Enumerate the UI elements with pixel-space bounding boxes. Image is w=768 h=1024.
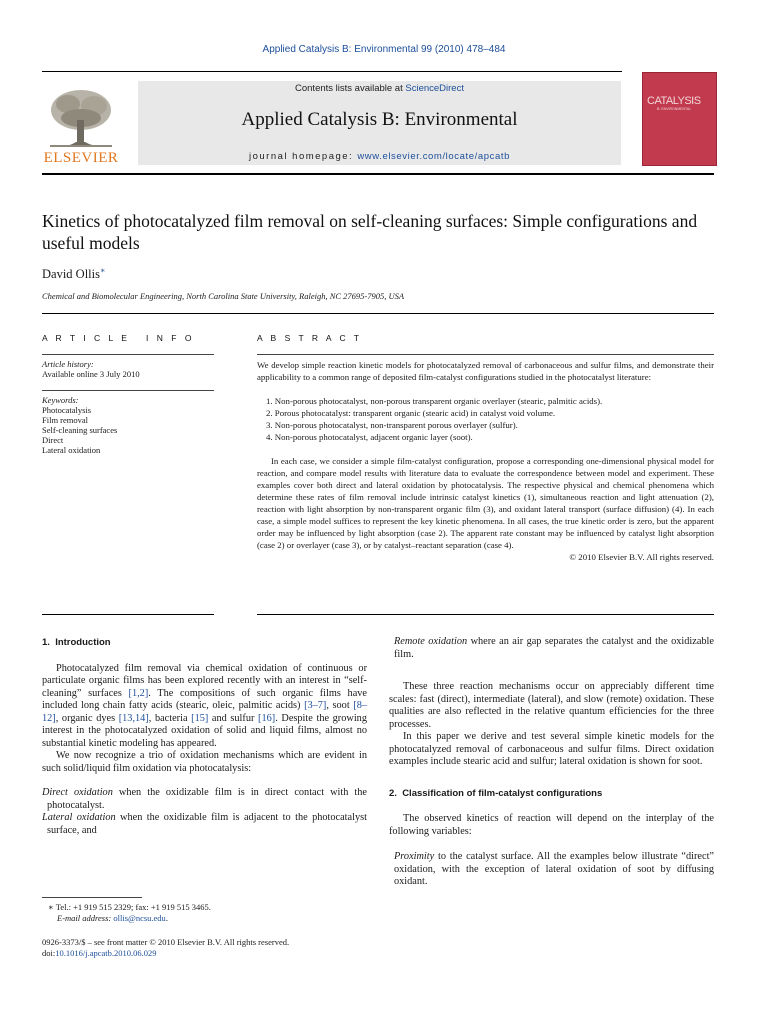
left-column (42, 637, 367, 837)
text-run: . Despite the growing interest in the photocatalyzed oxidation of solid and liquid films, almost no substantial kinetic modeling has appeared. (42, 712, 367, 749)
publisher-name: ELSEVIER (43, 150, 119, 166)
right-column (389, 636, 714, 889)
intro-paragraph-4: In this paper we derive and test several simple kinetic models for the photocatalyzed removal of carbonaceous and sulfur films. Direct oxidation examples include stearic acid and sulfur; lateral oxidation is shown for soot. (389, 731, 714, 767)
author-name[interactable]: David Ollis (42, 267, 100, 282)
text-run: and sulfur (208, 712, 259, 724)
history-rule (42, 390, 214, 391)
citation-link[interactable]: [8–12] (42, 700, 367, 724)
keyword: Photocatalysis (42, 405, 92, 415)
abstract-bottom-rule (257, 614, 714, 615)
header-bottom-rule (42, 173, 714, 175)
introduction-heading: 1. Introduction (42, 637, 111, 648)
issn-line: 0926-3373/$ – see front matter © 2010 Elsevier B.V. All rights reserved. (42, 937, 290, 947)
definition: when the oxidizable film is adjacent to the photocatalyst surface, and (47, 812, 367, 836)
text-run: , soot (326, 700, 354, 711)
text-run: . (165, 913, 168, 923)
email-link[interactable]: ollis@ncsu.edu (113, 913, 166, 923)
text-run: . The compositions of such organic films have included long chain fatty acids (stearic, oleic, palmitic acids) (42, 687, 367, 711)
article-info-heading: A R T I C L E I N F O (42, 333, 195, 343)
info-heading-rule (42, 354, 214, 355)
homepage-link[interactable]: www.elsevier.com/locate/apcatb (357, 151, 510, 162)
phone-fax: Tel.: +1 919 515 2329; fax: +1 919 515 3465. (53, 902, 211, 912)
email-line (48, 913, 368, 924)
homepage-line (138, 151, 621, 162)
abstract-body (257, 359, 714, 563)
doi-label: doi: (42, 948, 56, 958)
author-footnote-mark[interactable]: ∗ (99, 266, 106, 275)
text-run: Photocatalyzed film removal via chemical oxidation of continuous or particulate organic films has been explored recently with an interest in “self-cleaning” surfaces (42, 662, 367, 699)
abstract-heading: A B S T R A C T (257, 333, 363, 343)
list-item: 4. Non-porous photocatalyst, adjacent organic layer (soot). (266, 432, 473, 442)
definition: where an air gap separates the catalyst and the oxidizable film. (394, 636, 714, 660)
term: Direct oxidation (42, 787, 113, 798)
definition: to the catalyst surface. All the examples below illustrate “direct” oxidation, with the exception of lateral oxidation of soot by diffusing oxidant. (394, 851, 714, 887)
sciencedirect-link[interactable]: ScienceDirect (405, 83, 464, 94)
affiliation: Chemical and Biomolecular Engineering, North Carolina State University, Raleigh, NC 27695-7905, USA (42, 291, 405, 301)
term: Remote oxidation (394, 636, 468, 647)
direct-oxidation-definition (42, 787, 367, 812)
cover-subtitle: B: ENVIRONMENTAL (657, 107, 692, 111)
keyword: Film removal (42, 415, 89, 425)
citation-link[interactable]: [3–7] (304, 700, 327, 711)
list-item: 3. Non-porous photocatalyst, non-transparent porous overlayer (sulfur). (266, 420, 518, 430)
author-line (42, 266, 105, 282)
footnote-mark: ∗ (48, 902, 54, 912)
article-title: Kinetics of photocatalyzed film removal on self-cleaning surfaces: Simple configurations and useful models (42, 211, 698, 253)
abstract-paragraph: In each case, we consider a simple film-catalyst configuration, propose a corresponding one-dimensional physical model for reaction, and compare model results with literature data to evaluate the correspondence between model and experiment. These examples cover both direct and lateral oxidation by photocatalysis. The respective physical and chemical phenomena which determine these rates of film removal include intrinsic catalyst kinetics (1), simultaneous reaction and light attenuation (2), reaction with light absorption by non-transparent organic film (3), and oxidant lateral transport (surface diffusion) (4). In each case, a simple model suffices to represent the key kinetic phenomena. In all cases, the true kinetic order is zero, but the apparent order may be influenced by light absorption (case 2). The apparent rate constant may be influenced by catalyst light absorption (case 2) or overlayer (case 3), or by catalyst–reactant separation (case 4). (257, 456, 714, 550)
keyword: Lateral oxidation (42, 445, 101, 455)
intro-paragraph-3: These three reaction mechanisms occur on appreciably different time scales: fast (direct), intermediate (lateral), and slow (remote) oxidation. These qualities are also reflected in the relative quantum efficiencies for the three processes. (389, 681, 714, 730)
remote-oxidation-definition (389, 636, 714, 661)
journal-title: Applied Catalysis B: Environmental (241, 109, 518, 130)
citation-link[interactable]: [13,14] (118, 712, 149, 724)
page-footer (42, 937, 382, 959)
keyword: Direct (42, 435, 64, 445)
text-run: , organic dyes (55, 712, 119, 724)
journal-cover-image (642, 72, 717, 166)
journal-banner (138, 81, 621, 165)
citation-link[interactable]: [16] (258, 712, 276, 724)
header-top-rule (42, 71, 622, 72)
contact-line (48, 902, 368, 913)
article-history (42, 359, 214, 379)
lateral-oxidation-definition (42, 812, 367, 837)
keyword: Self-cleaning surfaces (42, 425, 118, 435)
homepage-prefix: journal homepage: (249, 151, 358, 162)
history-label: Article history: (42, 359, 94, 369)
section-2-paragraph-1: The observed kinetics of reaction will depend on the interplay of the following variables: (389, 813, 714, 837)
author-footnote (48, 902, 368, 924)
keywords-block (42, 395, 214, 455)
email-label: E-mail address: (57, 913, 114, 923)
definition: when the oxidizable film is in direct contact with the photocatalyst. (47, 787, 367, 811)
doi-line (42, 948, 382, 959)
term: Proximity (394, 851, 435, 862)
footnote-rule (42, 897, 142, 898)
list-item: 2. Porous photocatalyst: transparent organic (stearic acid) in catalyst void volume. (266, 408, 556, 418)
keywords-label: Keywords: (42, 395, 79, 405)
copyright: © 2010 Elsevier B.V. All rights reserved. (569, 552, 714, 562)
cover-title: CATALYSIS (647, 95, 701, 107)
intro-paragraph-2: We now recognize a trio of oxidation mechanisms which are evident in such solid/liquid film oxidation via photocatalysis: (42, 750, 367, 774)
configuration-list (257, 395, 714, 443)
proximity-definition (389, 851, 714, 889)
term: Lateral oxidation (42, 812, 116, 823)
abstract-intro: We develop simple reaction kinetic models for photocatalyzed removal of carbonaceous and sulfur films, and demonstrate their applicability to a common range of deposited film-catalyst configurations studied in the photocatalyst literature: (257, 360, 714, 382)
journal-citation[interactable]: Applied Catalysis B: Environmental 99 (2010) 478–484 (262, 44, 506, 55)
elsevier-logo (40, 82, 122, 164)
info-top-rule (42, 313, 714, 314)
info-bottom-rule (42, 614, 214, 615)
contents-line (138, 83, 621, 94)
history-value: Available online 3 July 2010 (42, 369, 140, 379)
intro-paragraph-1 (42, 663, 367, 751)
abstract-heading-rule (257, 354, 714, 355)
list-item: 1. Non-porous photocatalyst, non-porous transparent organic overlayer (stearic, palmitic acids). (266, 396, 603, 406)
citation-link[interactable]: [15] (191, 712, 209, 724)
doi-link[interactable]: 10.1016/j.apcatb.2010.06.029 (55, 948, 157, 958)
citation-link[interactable]: [1,2] (128, 687, 149, 699)
section-2-heading: 2. Classification of film-catalyst configurations (389, 787, 603, 799)
contents-prefix: Contents lists available at (295, 83, 406, 94)
text-run: , bacteria (148, 712, 192, 724)
